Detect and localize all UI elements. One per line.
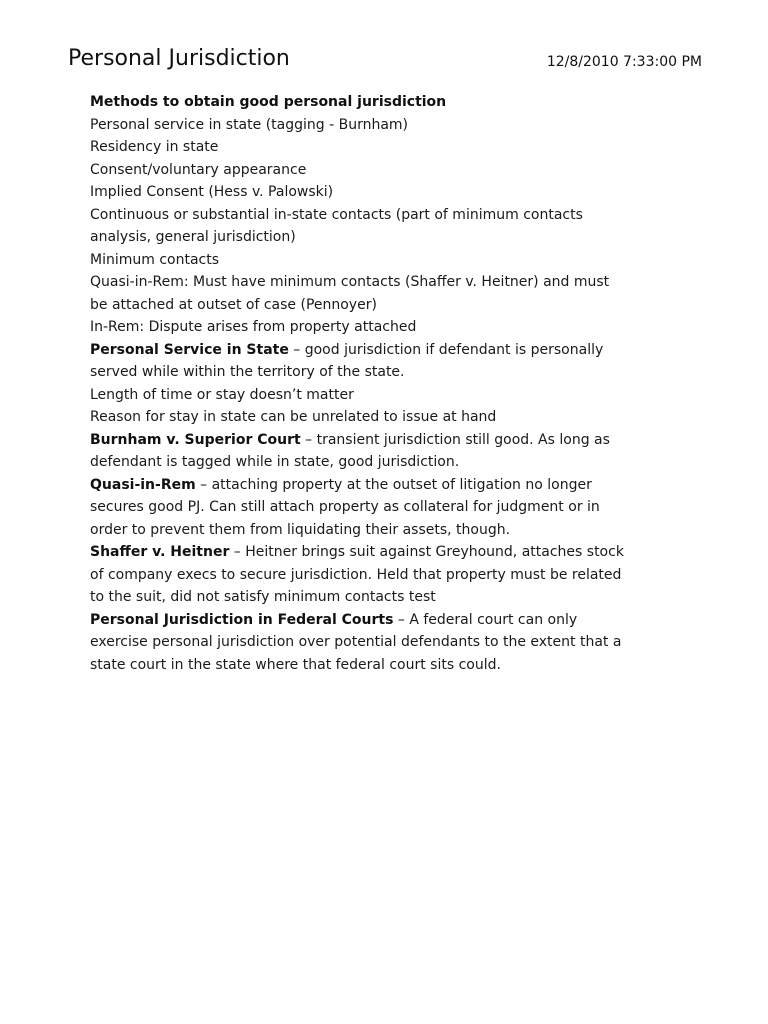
- page-timestamp: 12/8/2010 7:33:00 PM: [546, 54, 702, 70]
- personal-service-section: [90, 339, 680, 429]
- methods-heading: Methods to obtain good personal jurisdiction: [90, 94, 447, 110]
- methods-line: In-Rem: Dispute arises from property attached: [90, 319, 417, 335]
- methods-line: be attached at outset of case (Pennoyer): [90, 296, 377, 313]
- burnham-section: [90, 429, 680, 474]
- methods-line: Implied Consent (Hess v. Palowski): [90, 184, 334, 200]
- federal-text: – A federal court can only: [393, 611, 578, 628]
- quasi-in-rem-first-line: [90, 474, 680, 497]
- personal-service-text: – good jurisdiction if defendant is personally: [288, 341, 604, 358]
- burnham-first-line: [90, 429, 680, 452]
- methods-line: Continuous or substantial in-state contacts (part of minimum contacts: [90, 206, 583, 223]
- personal-service-term: Personal Service in State: [90, 341, 289, 358]
- burnham-line: defendant is tagged while in state, good jurisdiction.: [90, 454, 460, 470]
- federal-line: exercise personal jurisdiction over potential defendants to the extent that a: [90, 634, 622, 650]
- methods-line: Quasi-in-Rem: Must have minimum contacts (Shaffer v. Heitner) and must: [90, 274, 610, 290]
- page-title: Personal Jurisdiction: [68, 46, 290, 71]
- personal-service-line: Length of time or stay doesn’t matter: [90, 386, 354, 403]
- shaffer-line: of company execs to secure jurisdiction. Held that property must be related: [90, 566, 622, 583]
- methods-line: Residency in state: [90, 139, 219, 155]
- personal-service-first-line: [90, 339, 680, 362]
- burnham-term: Burnham v. Superior Court: [90, 431, 301, 448]
- quasi-in-rem-section: [90, 474, 680, 542]
- methods-line: analysis, general jurisdiction): [90, 229, 296, 245]
- shaffer-first-line: [90, 541, 680, 564]
- personal-service-line: Reason for stay in state can be unrelated to issue at hand: [90, 409, 497, 425]
- methods-section: [90, 91, 680, 339]
- page-header: [68, 44, 702, 76]
- burnham-text: – transient jurisdiction still good. As long as: [300, 431, 610, 448]
- federal-section: [90, 609, 680, 677]
- methods-line: Personal service in state (tagging - Burnham): [90, 116, 409, 133]
- personal-service-line: served while within the territory of the state.: [90, 364, 405, 380]
- quasi-in-rem-text: – attaching property at the outset of litigation no longer: [195, 476, 592, 493]
- methods-line: Consent/voluntary appearance: [90, 161, 307, 178]
- quasi-in-rem-term: Quasi-in-Rem: [90, 476, 196, 493]
- federal-term: Personal Jurisdiction in Federal Courts: [90, 611, 394, 628]
- shaffer-line: to the suit, did not satisfy minimum contacts test: [90, 589, 436, 605]
- shaffer-term: Shaffer v. Heitner: [90, 544, 230, 560]
- quasi-in-rem-line: secures good PJ. Can still attach property as collateral for judgment or in: [90, 499, 600, 515]
- federal-line: state court in the state where that federal court sits could.: [90, 656, 501, 673]
- shaffer-text: – Heitner brings suit against Greyhound, attaches stock: [229, 544, 624, 560]
- quasi-in-rem-line: order to prevent them from liquidating their assets, though.: [90, 521, 511, 538]
- methods-line: Minimum contacts: [90, 251, 220, 268]
- federal-first-line: [90, 609, 680, 632]
- shaffer-section: [90, 541, 680, 609]
- note-body: [90, 91, 680, 676]
